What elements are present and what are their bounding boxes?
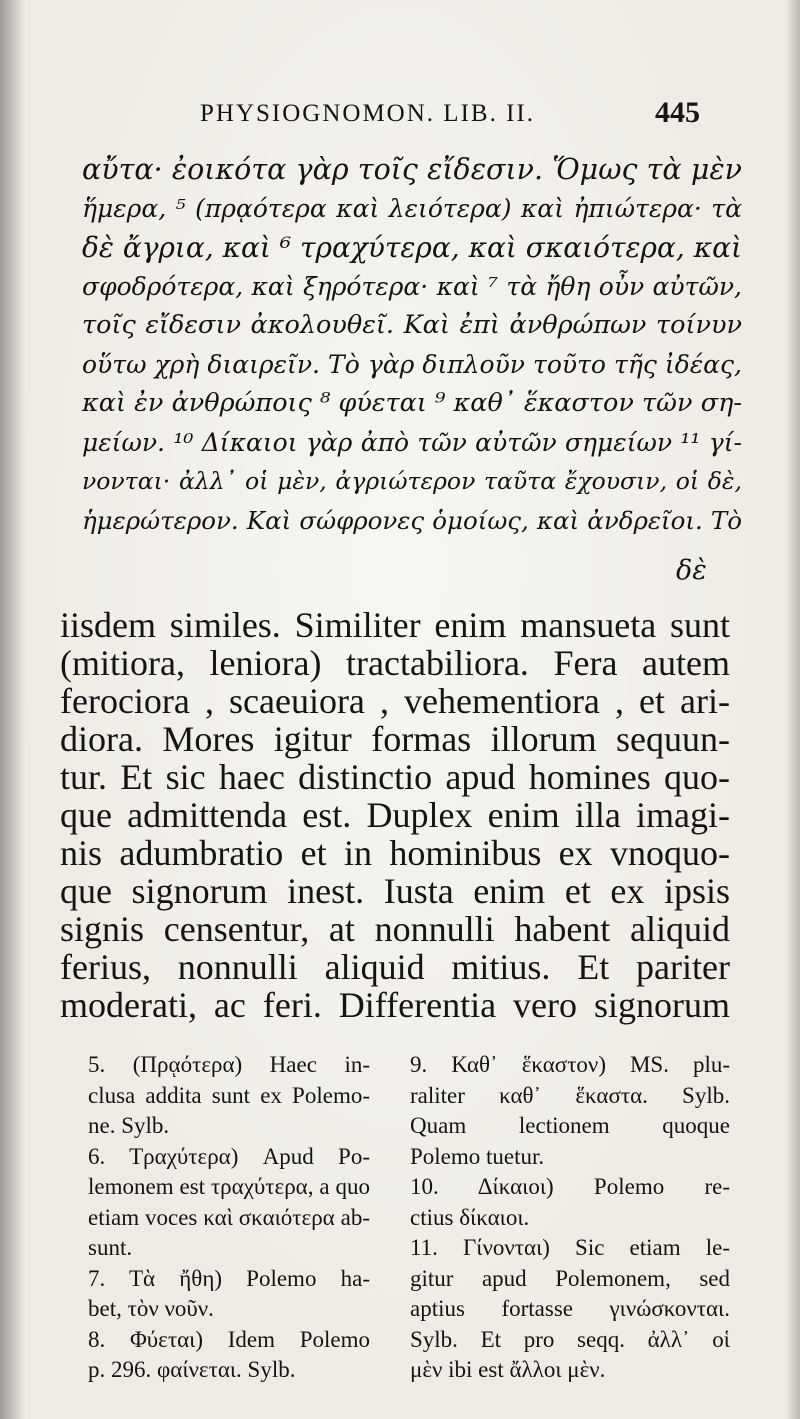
greek-line: τοῖς εἴδεσιν ἀκολουθεῖ. Καὶ ἐπὶ ἀνθρώπων τοίνυν (82, 310, 742, 340)
footnote-line: aptius fortasse γινώσκονται. (410, 1296, 730, 1321)
footnote-line: Sylb. Et pro seqq. ἀλλ᾽ οἱ (410, 1326, 730, 1352)
footnotes-left-column (88, 1050, 370, 1386)
greek-line: μείων. ¹⁰ Δίκαιοι γὰρ ἀπὸ τῶν αὐτῶν σημείων ¹¹ γί- (82, 428, 742, 457)
latin-line: tur. Et sic haec distinctio apud homines quo- (60, 757, 730, 797)
footnote-line: clusa addita sunt ex Polemo- (88, 1082, 370, 1108)
latin-line: que admittenda est. Duplex enim illa imagi- (60, 795, 730, 835)
greek-line: ἥμερα, ⁵ (πρᾳότερα καὶ λειότερα) καὶ ἠπιώτερα· τὰ (82, 194, 742, 223)
page-number: 445 (655, 96, 700, 129)
greek-line: καὶ ἐν ἀνθρώποις ⁸ φύεται ⁹ καθ᾽ ἕκαστον τῶν ση- (82, 388, 742, 418)
footnote-line: bet, τὸν νοῦν. (88, 1296, 214, 1321)
latin-line: moderati, ac feri. Differentia vero signorum (60, 985, 730, 1025)
latin-line: ferius, nonnulli aliquid mitius. Et pariter (60, 947, 730, 987)
footnote-line: gitur apud Polemonem, sed (410, 1265, 730, 1291)
latin-line: signis censentur, at nonnulli habent aliquid (60, 909, 730, 949)
footnote-line: 9. Καθ᾽ ἕκαστον) MS. plu- (410, 1052, 730, 1077)
greek-line: σφοδρότερα, καὶ ξηρότερα· καὶ ⁷ τὰ ἤθη οὖν αὐτῶν, (82, 272, 742, 301)
catchword: δὲ (676, 555, 707, 586)
footnote-line: 7. Τὰ ἤθη) Polemo ha- (88, 1265, 370, 1291)
greek-line: δὲ ἄγρια, καὶ ⁶ τραχύτερα, καὶ σκαιότερα, καὶ (82, 231, 742, 264)
footnote-line: raliter καθ᾽ ἕκαστα. Sylb. (410, 1082, 730, 1108)
footnote-line: 6. Τραχύτερα) Apud Po- (88, 1143, 370, 1169)
greek-line: αὔτα· ἐοικότα γὰρ τοῖς εἴδεσιν. Ὅμως τὰ μὲν (82, 153, 742, 186)
footnote-line: 10. Δίκαιοι) Polemo re- (410, 1174, 730, 1199)
latin-text-block (60, 606, 730, 1024)
greek-line: ἡμερώτερον. Καὶ σώφρονες ὁμοίως, καὶ ἀνδρεῖοι. Τὸ (82, 506, 742, 535)
footnote-line: μὲν ibi est ἄλλοι μὲν. (410, 1357, 606, 1382)
running-title: PHYSIOGNOMON. LIB. II. (200, 100, 535, 127)
footnote-line: sunt. (88, 1235, 133, 1260)
latin-line: nis adumbratio et in hominibus ex vnoquo- (60, 833, 730, 873)
footnotes-right-column (410, 1050, 730, 1386)
footnote-line: 5. (Πρᾳότερα) Haec in- (88, 1052, 370, 1077)
footnote-line: p. 296. φαίνεται. Sylb. (88, 1357, 296, 1382)
footnote-line: lemonem est τραχύτερα, a quo (88, 1174, 370, 1199)
footnote-line: etiam voces καὶ σκαιότερα ab- (88, 1204, 370, 1230)
greek-line: οὕτω χρὴ διαιρεῖν. Τὸ γὰρ διπλοῦν τοῦτο τῆς ἰδέας, (82, 350, 742, 379)
page-edge-shadow (786, 0, 800, 1419)
latin-line: (mitiora, leniora) tractabiliora. Fera autem (60, 643, 730, 683)
latin-line: ferociora , scaeuiora , vehementiora , et ari- (60, 681, 730, 721)
footnote-line: 8. Φύεται) Idem Polemo (88, 1326, 370, 1352)
greek-line: νονται· ἀλλ᾽ οἱ μὲν, ἀγριώτερον ταῦτα ἔχουσιν, οἱ δὲ, (82, 467, 742, 495)
footnote-line: ne. Sylb. (88, 1113, 170, 1138)
footnote-line: ctius δίκαιοι. (410, 1204, 530, 1230)
latin-line: que signorum inest. Iusta enim et ex ipsis (60, 871, 730, 911)
footnote-line: Polemo tuetur. (410, 1143, 545, 1169)
page-gutter-shadow (0, 0, 26, 1419)
latin-line: iisdem similes. Similiter enim mansueta sunt (60, 605, 730, 645)
footnote-line: 11. Γίνονται) Sic etiam le- (410, 1235, 730, 1260)
latin-line: diora. Mores igitur formas illorum sequun- (60, 719, 730, 759)
greek-text-block (82, 150, 742, 540)
footnote-line: Quam lectionem quoque (410, 1113, 730, 1138)
